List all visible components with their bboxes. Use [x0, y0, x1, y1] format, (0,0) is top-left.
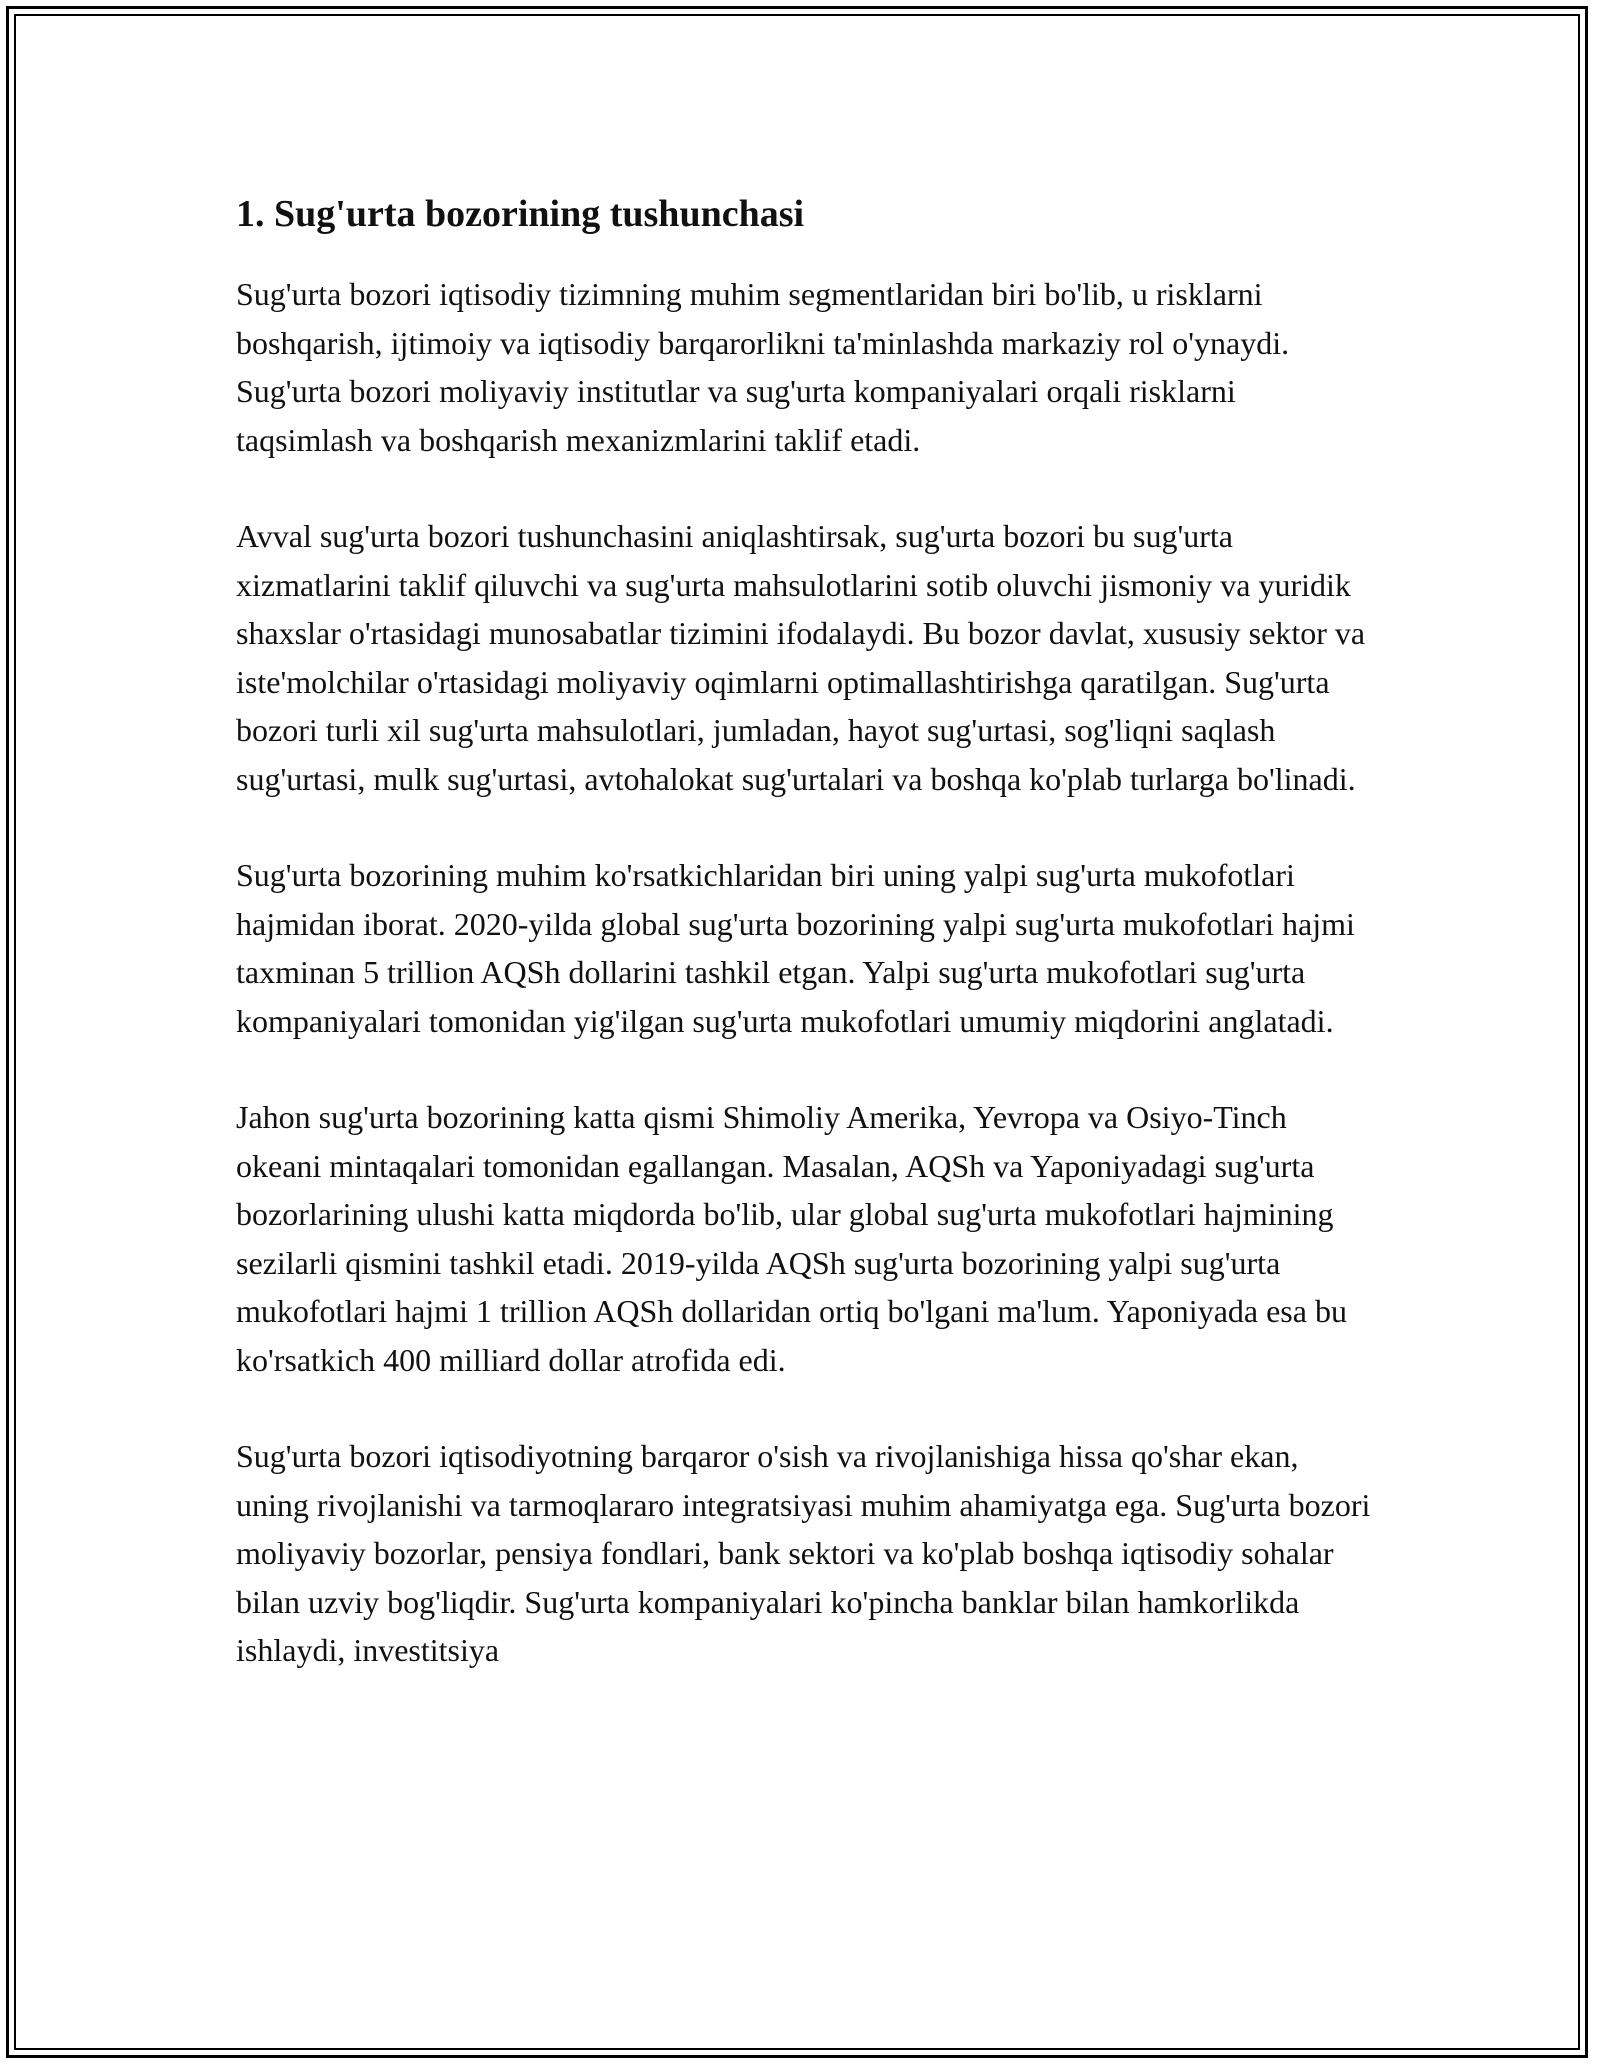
paragraph-4: Jahon sug'urta bozorining katta qismi Shimoliy Amerika, Yevropa va Osiyo-Tinch okeani mintaqalari tomonidan egallangan. Masalan, AQSh va Yaponiyadagi sug'urta bozorlarining ulushi katta miqdorda bo'lib, ular global sug'urta mukofotlari hajmining sezilarli qismini tashkil etadi. 2019-yilda AQSh sug'urta bozorining yalpi sug'urta mukofotlari hajmi 1 trillion AQSh dollaridan ortiq bo'lgani ma'lum. Yaponiyada esa bu ko'rsatkich 400 milliard dollar atrofida edi. [236, 1099, 1347, 1378]
paragraph-2: Avval sug'urta bozori tushunchasini aniqlashtirsak, sug'urta bozori bu sug'urta xizmatlarini taklif qiluvchi va sug'urta mahsulotlarini sotib oluvchi jismoniy va yuridik shaxslar o'rtasidagi munosabatlar tizimini ifodalaydi. Bu bozor davlat, xususiy sektor va iste'molchilar o'rtasidagi moliyaviy oqimlarni optimallashtirishga qaratilgan. Sug'urta bozori turli xil sug'urta mahsulotlari, jumladan, hayot sug'urtasi, sog'liqni saqlash sug'urtasi, mulk sug'urtasi, avtohalokat sug'urtalari va boshqa ko'plab turlarga bo'linadi. [236, 518, 1366, 797]
paragraph-3: Sug'urta bozorining muhim ko'rsatkichlaridan biri uning yalpi sug'urta mukofotlari hajmidan iborat. 2020-yilda global sug'urta bozorining yalpi sug'urta mukofotlari hajmi taxminan 5 trillion AQSh dollarini tashkil etgan. Yalpi sug'urta mukofotlari sug'urta kompaniyalari tomonidan yig'ilgan sug'urta mukofotlari umumiy miqdorini anglatadi. [236, 857, 1355, 1039]
section-heading: 1. Sug'urta bozorining tushunchasi [236, 193, 805, 235]
paragraph-1: Sug'urta bozori iqtisodiy tizimning muhim segmentlaridan biri bo'lib, u risklarni boshqarish, ijtimoiy va iqtisodiy barqarorlikni ta'minlashda markaziy rol o'ynaydi. Sug'urta bozori moliyaviy institutlar va sug'urta kompaniyalari orqali risklarni taqsimlash va boshqarish mexanizmlarini taklif etadi. [236, 276, 1290, 458]
document-body [236, 186, 1376, 1675]
paragraph-5: Sug'urta bozori iqtisodiyotning barqaror o'sish va rivojlanishiga hissa qo'shar ekan, uning rivojlanishi va tarmoqlararo integratsiyasi muhim ahamiyatga ega. Sug'urta bozori moliyaviy bozorlar, pensiya fondlari, bank sektori va ko'plab boshqa iqtisodiy sohalar bilan uzviy bog'liqdir. Sug'urta kompaniyalari ko'pincha banklar bilan hamkorlikda ishlaydi, investitsiya [236, 1438, 1371, 1668]
